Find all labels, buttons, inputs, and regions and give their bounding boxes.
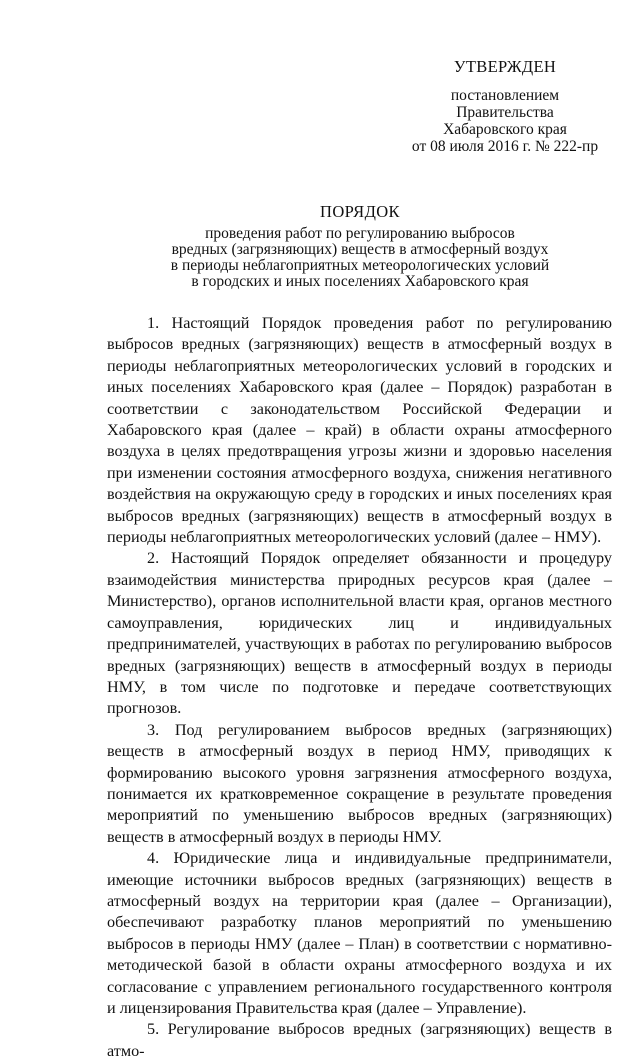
document-subtitle-line-4: в городских и иных поселениях Хабаровского края — [191, 273, 529, 290]
document-title: ПОРЯДОК — [320, 202, 400, 221]
paragraph-5: 5. Регулирование выбросов вредных (загрязняющих) веществ в атмо- — [107, 1020, 612, 1060]
approval-stamp — [400, 58, 610, 155]
approval-line-1: постановлением — [450, 87, 560, 104]
document-title-block — [160, 204, 560, 290]
document-body — [107, 313, 612, 1062]
approval-line-2: Правительства — [456, 104, 554, 121]
paragraph-4: 4. Юридические лица и индивидуальные предприниматели, имеющие источники выбросов вредных (загрязняющих) веществ в атмосферный воздух на территории края (далее – Организации), обеспечивают разработку планов мероприятий по уменьшению выбросов в периоды НМУ (далее – План) в соответствии с нормативно-методической базой в области охраны атмосферного воздуха и их согласование с управлением регионального государственного контроля и лицензирования Правительства края (далее – Управление). — [107, 849, 612, 1017]
paragraph-1: 1. Настоящий Порядок проведения работ по регулированию выбросов вредных (загрязняющих) веществ в атмосферный воздух в периоды неблагоприятных метеорологических условий в городских и иных поселениях Хабаровского края (далее – Порядок) разработан в соответствии с законодательством Российской Федерации и Хабаровского края (далее – край) в области охраны атмосферного воздуха в целях предотвращения угрозы жизни и здоровью населения при изменении состояния атмосферного воздуха, снижения негативного воздействия на окружающую среду в городских и иных поселениях края выбросов вредных (загрязняющих) веществ в атмосферный воздух в периоды неблагоприятных метеорологических условий (далее – НМУ). — [107, 314, 612, 547]
document-subtitle-line-3: в периоды неблагоприятных метеорологических условий — [170, 257, 550, 274]
approval-heading: УТВЕРЖДЕН — [453, 57, 557, 76]
approval-line-4: от 08 июля 2016 г. № 222-пр — [411, 138, 599, 155]
document-subtitle-line-1: проведения работ по регулированию выбросов — [205, 225, 515, 242]
paragraph-3: 3. Под регулированием выбросов вредных (загрязняющих) веществ в атмосферный воздух в период НМУ, приводящих к формированию высокого уровня загрязнения атмосферного воздуха, понимается их кратковременное сокращение в результате проведения мероприятий по уменьшению выбросов вредных (загрязняющих) веществ в атмосферный воздух в периоды НМУ. — [107, 720, 612, 846]
paragraph-2: 2. Настоящий Порядок определяет обязанности и процедуру взаимодействия министерства природных ресурсов края (далее – Министерство), органов исполнительной власти края, органов местного самоуправления, юридических лиц и индивидуальных предпринимателей, участвующих в работах по регулированию выбросов вредных (загрязняющих) веществ в атмосферный воздух в периоды НМУ, в том числе по подготовке и передаче соответствующих прогнозов. — [107, 549, 612, 718]
approval-line-3: Хабаровского края — [443, 121, 567, 138]
document-subtitle-line-2: вредных (загрязняющих) веществ в атмосферный воздух — [171, 241, 549, 258]
